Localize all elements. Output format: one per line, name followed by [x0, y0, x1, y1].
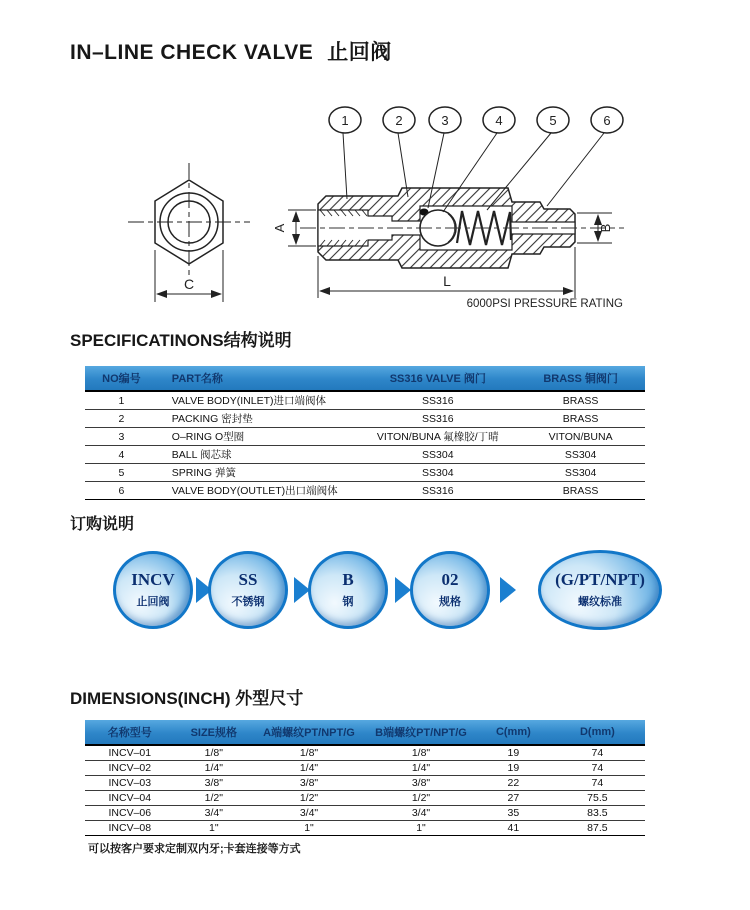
table-header-row: [85, 366, 645, 391]
table-cell: 87.5: [550, 821, 645, 836]
table-cell: 3/4": [175, 806, 253, 821]
order-code: B: [342, 570, 354, 590]
table-cell: 1/8": [175, 745, 253, 761]
table-cell: 3/4": [365, 806, 477, 821]
table-cell: 1/8": [253, 745, 365, 761]
table-cell: SS304: [516, 464, 645, 482]
table-cell: 1": [175, 821, 253, 836]
table-row: [85, 410, 645, 428]
pressure-rating: 6000PSI PRESSURE RATING: [466, 298, 623, 310]
specifications-heading: SPECIFICATINONS结构说明: [70, 331, 292, 350]
table-cell: 1/2": [175, 791, 253, 806]
table-row: [85, 482, 645, 500]
table-cell: 22: [477, 776, 550, 791]
table-cell: 2: [85, 410, 158, 428]
table-cell: 3/8": [365, 776, 477, 791]
dimension-label-l: L: [443, 273, 451, 289]
table-row: [85, 806, 645, 821]
table-cell: 35: [477, 806, 550, 821]
table-cell: 1/4": [365, 761, 477, 776]
callout-bubbles: [329, 107, 623, 133]
table-cell: 1/4": [253, 761, 365, 776]
order-code-bubble-ball: [308, 551, 388, 629]
order-code-bubble-material: [208, 551, 288, 629]
table-row: [85, 821, 645, 836]
table-cell: 74: [550, 745, 645, 761]
table-cell: 74: [550, 761, 645, 776]
table-cell: INCV–01: [85, 745, 175, 761]
order-code-bubble-thread: [538, 550, 662, 630]
table-cell: VITON/BUNA 氟橡胶/丁晴: [359, 428, 516, 446]
order-code-label: 不锈钢: [231, 595, 265, 608]
callout-number: 1: [341, 113, 349, 128]
column-header: C(mm): [477, 720, 550, 745]
flow-arrow-icon: [500, 577, 516, 603]
specifications-table: [85, 366, 645, 500]
table-cell: INCV–04: [85, 791, 175, 806]
column-header: SIZE规格: [175, 720, 253, 745]
table-cell: INCV–06: [85, 806, 175, 821]
table-row: [85, 791, 645, 806]
callout-number: 4: [495, 113, 503, 128]
table-cell: SS316: [359, 391, 516, 410]
table-cell: 1/8": [365, 745, 477, 761]
order-code: 02: [441, 570, 459, 590]
table-cell: 3: [85, 428, 158, 446]
table-row: [85, 391, 645, 410]
table-cell: 1": [365, 821, 477, 836]
table-cell: 6: [85, 482, 158, 500]
order-code-bubble-size: [410, 551, 490, 629]
table-cell: VALVE BODY(OUTLET)出口端阀体: [158, 482, 360, 500]
table-cell: 1: [85, 391, 158, 410]
order-code-label: 止回阀: [136, 595, 170, 608]
table-cell: SS304: [516, 446, 645, 464]
table-cell: 4: [85, 446, 158, 464]
dimension-label-b: B: [598, 223, 613, 233]
order-code: INCV: [131, 570, 175, 590]
table-row: [85, 464, 645, 482]
table-cell: O–RING O型圈: [158, 428, 360, 446]
order-code-label: 规格: [439, 595, 461, 608]
customization-note: 可以按客户要求定制双内牙;卡套连接等方式: [88, 843, 301, 855]
column-header: PART名称: [158, 366, 360, 391]
column-header: A端螺纹PT/NPT/G: [253, 720, 365, 745]
order-code-label: 螺纹标准: [578, 595, 622, 608]
callout-number: 5: [549, 113, 557, 128]
order-code: SS: [238, 570, 258, 590]
table-row: [85, 745, 645, 761]
table-row: [85, 776, 645, 791]
table-cell: 3/8": [175, 776, 253, 791]
table-cell: 3/8": [253, 776, 365, 791]
table-cell: VALVE BODY(INLET)进口端阀体: [158, 391, 360, 410]
hex-end-view: [128, 163, 250, 279]
dimensions-heading: DIMENSIONS(INCH) 外型尺寸: [70, 689, 304, 708]
table-cell: 3/4": [253, 806, 365, 821]
valve-technical-drawing: [0, 95, 750, 325]
table-cell: BRASS: [516, 482, 645, 500]
table-cell: 75.5: [550, 791, 645, 806]
order-code: (G/PT/NPT): [555, 570, 645, 590]
table-cell: BRASS: [516, 391, 645, 410]
page-title-zh: 止回阀: [327, 41, 392, 64]
page-title-en: IN–LINE CHECK VALVE: [70, 41, 314, 64]
table-cell: 1": [253, 821, 365, 836]
column-header: NO编号: [85, 366, 158, 391]
table-cell: SS316: [359, 410, 516, 428]
table-cell: SS304: [359, 464, 516, 482]
ordering-heading: 订购说明: [70, 516, 135, 533]
callout-number: 2: [395, 113, 403, 128]
column-header: SS316 VALVE 阀门: [359, 366, 516, 391]
table-header-row: [85, 720, 645, 745]
callout-number: 3: [441, 113, 449, 128]
table-row: [85, 428, 645, 446]
dimension-label-a: A: [272, 223, 287, 233]
ordering-code-row: [0, 548, 750, 638]
table-row: [85, 761, 645, 776]
table-cell: 19: [477, 745, 550, 761]
order-code-bubble-model: [113, 551, 193, 629]
table-cell: BRASS: [516, 410, 645, 428]
dimensions-table: [85, 720, 645, 836]
table-cell: 5: [85, 464, 158, 482]
table-cell: SS304: [359, 446, 516, 464]
table-cell: PACKING 密封垫: [158, 410, 360, 428]
table-row: [85, 446, 645, 464]
column-header: BRASS 铜阀门: [516, 366, 645, 391]
table-cell: 1/4": [175, 761, 253, 776]
table-cell: 27: [477, 791, 550, 806]
callout-number: 6: [603, 113, 611, 128]
table-cell: SPRING 弹簧: [158, 464, 360, 482]
table-cell: 1/2": [253, 791, 365, 806]
order-code-label: 钢: [342, 595, 354, 608]
table-cell: VITON/BUNA: [516, 428, 645, 446]
page-title: [70, 36, 392, 66]
column-header: D(mm): [550, 720, 645, 745]
table-cell: 41: [477, 821, 550, 836]
table-cell: 83.5: [550, 806, 645, 821]
table-cell: SS316: [359, 482, 516, 500]
table-cell: INCV–08: [85, 821, 175, 836]
dimension-label-c: C: [183, 276, 195, 292]
column-header: 名称型号: [85, 720, 175, 745]
table-cell: BALL 阀芯球: [158, 446, 360, 464]
table-cell: INCV–02: [85, 761, 175, 776]
column-header: B端螺纹PT/NPT/G: [365, 720, 477, 745]
table-cell: 1/2": [365, 791, 477, 806]
table-cell: 19: [477, 761, 550, 776]
flow-arrow-icon: [395, 577, 411, 603]
table-cell: 74: [550, 776, 645, 791]
table-cell: INCV–03: [85, 776, 175, 791]
